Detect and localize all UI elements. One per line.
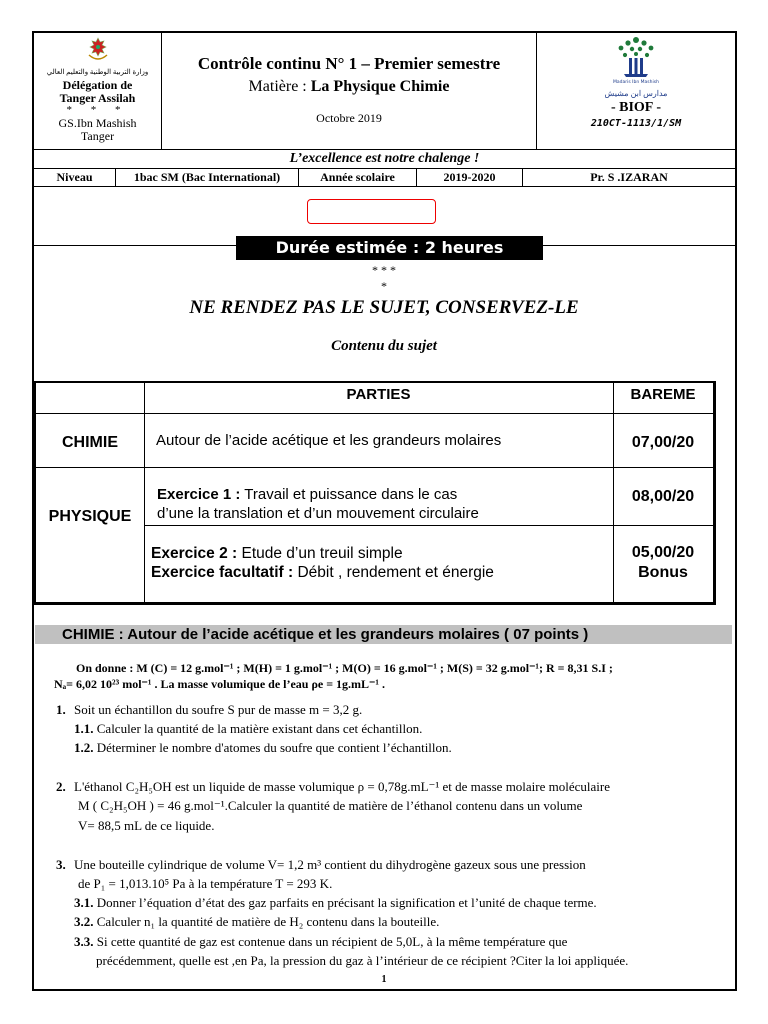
motto: L’excellence est notre chalenge ! (34, 149, 735, 169)
q2-line-1: L'éthanol C₂H₅OH est un liquide de masse volumique ρ = 0,78g.mL⁻¹ et de masse molaire moléculaire (74, 779, 611, 794)
header-right (537, 33, 735, 149)
header-left (34, 33, 162, 149)
biof-label: - BIOF - (610, 100, 662, 115)
q3-1-number: 3.1. (74, 895, 94, 910)
duration-banner: Durée estimée : 2 heures (236, 236, 543, 260)
question-2 (56, 777, 732, 796)
q1-2-number: 1.2. (74, 740, 94, 755)
chimie-label: CHIMIE (62, 434, 118, 451)
chimie-score: 07,00/20 (631, 434, 695, 451)
q1-1-number: 1.1. (74, 721, 94, 736)
q1-2-text: Déterminer le nombre d'atomes du soufre que contient l’échantillon. (96, 740, 452, 755)
q1-number: 1. (56, 702, 66, 717)
question-1 (56, 700, 732, 719)
subject-prefix: Matière : (248, 78, 311, 95)
ex2-text: Etude d’un treuil simple (237, 545, 403, 562)
info-niveau: Niveau (34, 168, 116, 186)
exam-title: Contrôle continu N° 1 – Premier semestre (197, 54, 501, 73)
q3-line-1: Une bouteille cylindrique de volume V= 1,2 m³ contient du dihydrogène gazeux sous une pression (74, 857, 586, 872)
info-teacher: Pr. S .IZARAN (590, 170, 668, 184)
exam-code: 210CT-1113/1/SM (590, 118, 682, 129)
logo-arabic: مدارس ابن مشيش (604, 89, 668, 98)
stars-line-1: * * * (372, 263, 396, 277)
ex2-title: Exercice 2 : (151, 545, 238, 562)
student-name-box[interactable] (307, 199, 436, 224)
ex1-text-2: d’une la translation et d’un mouvement circulaire (157, 505, 479, 522)
question-1-2 (74, 738, 724, 757)
warning-heading: NE RENDEZ PAS LE SUJET, CONSERVEZ-LE (189, 297, 579, 318)
table-divider (144, 525, 713, 526)
delegation-city: Tanger Assilah (59, 91, 136, 105)
moroccan-emblem-icon (85, 35, 111, 65)
chimie-section-heading: CHIMIE : Autour de l’acide acétique et les grandeurs molaires ( 07 points ) (35, 625, 732, 644)
school-city: Tanger (80, 129, 115, 143)
given-data-line-2: Nₐ= 6,02 10²³ mol⁻¹ . La masse volumique de l’eau ρe = 1g.mL⁻¹ . (54, 677, 385, 691)
q3-3-text-2: précédemment, quelle est ,en Pa, la pression du gaz à l’intérieur de ce récipient ?Citer la loi appliquée. (96, 953, 629, 968)
question-1-1 (74, 719, 724, 738)
info-year-value: 2019-2020 (417, 168, 523, 186)
q3-1-text: Donner l’équation d’état des gaz parfaits en précisant la signification et l’unité de chaque terme. (96, 895, 597, 910)
q1-text: Soit un échantillon du soufre S pur de masse m = 3,2 g. (74, 702, 363, 717)
ex2-score (613, 543, 713, 583)
q2-number: 2. (56, 779, 66, 794)
question-3-2 (74, 912, 730, 931)
chimie-description: Autour de l’acide acétique et les grandeurs molaires (156, 432, 502, 449)
physique-label: PHYSIQUE (48, 508, 132, 525)
question-3-1 (74, 893, 730, 912)
q3-3-number: 3.3. (74, 934, 94, 949)
q2-line-2: M ( C₂H₅OH ) = 46 g.mol⁻¹.Calculer la quantité de matière de l’éthanol contenu dans un volume (78, 798, 583, 813)
q3-2-text: Calculer n₁ la quantité de matière de H₂ contenu dans la bouteille. (96, 914, 440, 929)
page-number: 1 (381, 974, 387, 985)
stars-line-2: * (381, 279, 387, 293)
table-divider (36, 467, 713, 468)
school-name: GS.Ibn Mashish (58, 116, 137, 130)
subject-name: La Physique Chimie (310, 78, 450, 95)
delegation: Délégation de (62, 78, 133, 92)
table-divider (144, 383, 145, 602)
col-header-bareme: BAREME (630, 386, 696, 403)
exam-date: Octobre 2019 (316, 111, 382, 125)
info-level-value: 1bac SM (Bac International) (116, 168, 299, 186)
exf-title: Exercice facultatif : (151, 564, 294, 581)
header-middle (162, 33, 537, 149)
info-year-label: Année scolaire (299, 168, 417, 186)
q3-number: 3. (56, 857, 66, 872)
col-header-parties: PARTIES (346, 386, 411, 403)
question-3-3 (74, 932, 730, 951)
content-heading: Contenu du sujet (331, 338, 437, 354)
ex1-text: Travail et puissance dans le cas (240, 486, 458, 503)
q2-line-3: V= 88,5 mL de ce liquide. (78, 818, 215, 833)
logo-text: Madaris Ibn Mashish (613, 80, 659, 85)
header (34, 33, 735, 149)
q3-2-number: 3.2. (74, 914, 94, 929)
question-3 (56, 855, 732, 874)
ex1-title: Exercice 1 : (157, 486, 241, 503)
exercise-2 (151, 544, 606, 582)
ex2-score-value: 05,00/20 (631, 544, 695, 561)
given-data (54, 660, 730, 692)
q1-1-text: Calculer la quantité de la matière existant dans cet échantillon. (96, 721, 423, 736)
q3-3-text: Si cette quantité de gaz est contenue dans un récipient de 5,0L, à la même température que (96, 934, 568, 949)
given-data-line-1: On donne : M (C) = 12 g.mol⁻¹ ; M(H) = 1 g.mol⁻¹ ; M(O) = 16 g.mol⁻¹ ; M(S) = 32 g.mol⁻¹; R = 8,31 S.I ; (76, 661, 613, 675)
ministry-text: وزارة التربية الوطنية والتعليم العالي (46, 68, 149, 76)
q3-line-2: de P₁ = 1,013.10⁵ Pa à la température T = 293 K. (78, 876, 333, 891)
exf-text: Débit , rendement et énergie (293, 564, 494, 581)
tree-logo-icon (606, 36, 666, 86)
table-divider (36, 413, 713, 414)
ex1-score: 08,00/20 (631, 488, 695, 505)
exercise-1 (157, 485, 607, 523)
info-row (34, 168, 735, 187)
header-stars: * * * (66, 104, 129, 116)
bonus-label: Bonus (638, 564, 688, 581)
subject-line (162, 78, 536, 96)
parts-table (34, 381, 716, 605)
